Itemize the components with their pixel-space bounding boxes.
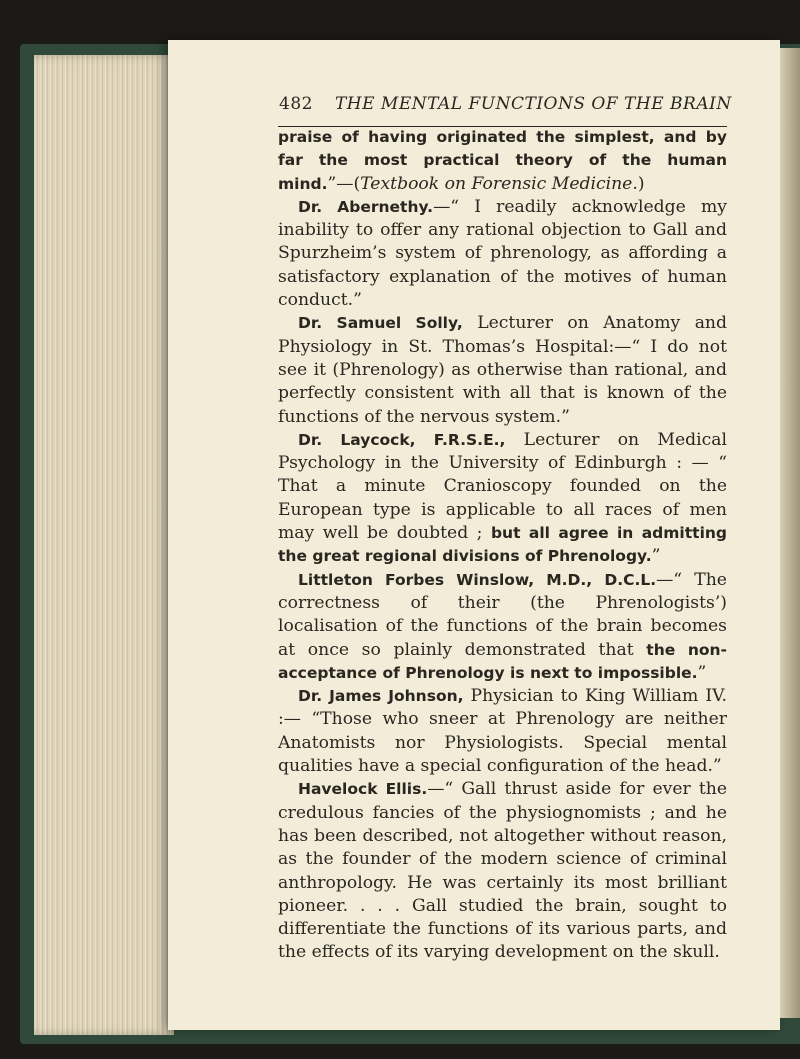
bold-quote: praise of having originated the simplest, and by far the most practical theory of the human mind. [278, 128, 727, 193]
paragraph-solly [278, 312, 727, 428]
speaker-name: Havelock Ellis. [298, 780, 428, 799]
page-number: 482 [279, 94, 313, 114]
quote-text: Lecturer on Anatomy and Physiology in St. Thomas’s Hospital:—“ I do not see it (Phrenology) as otherwise than rational, and perfectly consistent with all that is known of the functions of the nervous system.” [278, 313, 728, 427]
citation-open: ”—( [327, 173, 361, 194]
quote-text: Physician to King William IV. :— “Those who sneer at Phrenology are neither Anatomists nor Physiologists. Special mental qualities have a special configuration of the head.” [278, 686, 727, 777]
paragraph-abernethy [278, 196, 727, 312]
paragraph-johnson [278, 685, 727, 778]
speaker-name: Dr. Samuel Solly, [298, 314, 463, 333]
paragraph-ellis [278, 778, 727, 964]
bold-emphasis: the non-acceptance of Phrenology is next to impossible. [278, 640, 727, 682]
speaker-name: Dr. James Johnson, [298, 687, 464, 706]
quote-text: Lecturer on Medical Psychology in the University of Edinburgh : — “ That a minute Cranioscopy founded on the European type is applicable to all races of men may well be doubted ; [278, 429, 727, 544]
running-head [279, 94, 739, 114]
bold-emphasis: but all agree in admitting the great regional divisions of Phrenology. [278, 524, 728, 566]
running-head-title: THE MENTAL FUNCTIONS OF THE BRAIN [334, 94, 732, 114]
quote-text: —“ The correctness of their (the Phrenologists’) localisation of the functions of the brain becomes at once so plainly demonstrated that [278, 569, 727, 660]
citation-title: Textbook on Forensic Medicine. [360, 173, 638, 194]
speaker-name: Littleton Forbes Winslow, M.D., D.C.L. [298, 570, 657, 589]
citation-close: ) [637, 173, 645, 194]
page-gutter-edge [780, 48, 800, 1018]
quote-end: ” [697, 662, 707, 683]
paragraph-winslow [278, 569, 727, 685]
quote-text: —“ I readily acknowledge my inability to offer any rational objection to Gall and Spurzheim’s system of phrenology, as affording a satisfactory explanation of the motives of human conduct.” [278, 196, 727, 311]
speaker-name: Dr. Abernethy. [298, 197, 434, 216]
page-edges [34, 55, 174, 1035]
quote-end: ” [651, 546, 661, 567]
speaker-name: Dr. Laycock, F.R.S.E., [298, 430, 506, 449]
paragraph-laycock [278, 429, 727, 569]
paragraph-intro [278, 126, 727, 196]
body-text [278, 126, 727, 965]
quote-text: —“ Gall thrust aside for ever the credulous fancies of the physiognomists ; and he has been described, not altogether without reason, as the founder of the modern science of criminal anthropology. He was certainly its most brilliant pioneer. . . . Gall studied the brain, sought to differentiate the functions of its various parts, and the effects of its varying development on the skull. [278, 779, 728, 963]
